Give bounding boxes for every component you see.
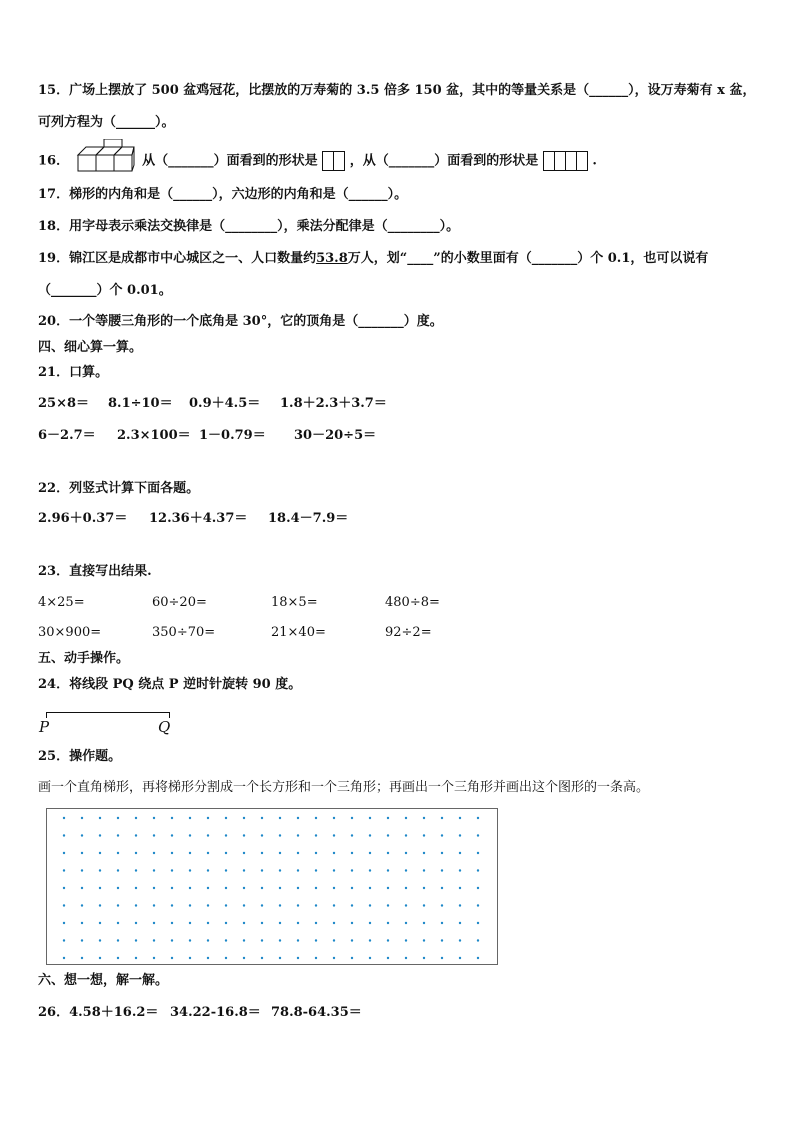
grid-dot [477,904,479,906]
q19-line1 [38,250,708,268]
grid-dot [405,852,407,854]
grid-dot [387,904,389,906]
grid-dot [477,887,479,889]
grid-dot [477,939,479,941]
q17: 17．梯形的内角和是（______），六边形的内角和是（______）。 [38,187,408,202]
grid-dot [207,957,209,959]
q23-item: 92÷2= [385,625,432,640]
grid-dot [279,887,281,889]
grid-dot [99,887,101,889]
q23-item: 4×25= [38,595,85,610]
q25-title: 25．操作题。 [38,749,122,764]
grid-dot [351,834,353,836]
q24-title: 24．将线段 PQ 绕点 P 逆时针旋转 90 度。 [38,677,302,692]
view-shape-four-squares [543,151,588,171]
q23-title: 23．直接写出结果. [38,564,152,579]
grid-dot [333,887,335,889]
grid-dot [63,817,65,819]
grid-dot [153,904,155,906]
grid-dot [81,957,83,959]
grid-dot [315,957,317,959]
grid-dot [207,852,209,854]
section-6-heading: 六、想一想，解一解。 [38,973,169,988]
grid-dot [99,904,101,906]
q16-end: . [592,153,597,169]
q23-item: 18×5= [271,595,318,610]
grid-dot [441,957,443,959]
grid-dot [81,922,83,924]
grid-dot [99,869,101,871]
grid-dot [171,887,173,889]
grid-dot [333,922,335,924]
grid-dot [207,887,209,889]
grid-dot [477,817,479,819]
grid-dot [279,817,281,819]
grid-dot [477,834,479,836]
grid-dot [81,904,83,906]
q23-item: 21×40= [271,625,326,640]
grid-dot [459,817,461,819]
grid-dot [117,904,119,906]
grid-dot [369,904,371,906]
grid-dot [351,904,353,906]
grid-dot [477,957,479,959]
grid-dot [387,817,389,819]
grid-dot [333,957,335,959]
grid-dot [441,852,443,854]
grid-dot [171,834,173,836]
q16-number: 16． [38,153,70,169]
grid-dot [279,904,281,906]
grid-dot [171,852,173,854]
grid-dot [225,852,227,854]
grid-dot [333,904,335,906]
grid-dot [225,939,227,941]
grid-dot [279,852,281,854]
grid-dot [423,904,425,906]
grid-dot [261,957,263,959]
grid-dot [441,887,443,889]
q22-item: 12.36＋4.37＝ [149,511,248,526]
grid-dot [99,834,101,836]
grid-dot [63,887,65,889]
grid-dot [153,957,155,959]
grid-dot [441,817,443,819]
q23-item: 30×900= [38,625,102,640]
q21-item: 0.9＋4.5＝ [189,396,261,411]
grid-dot [243,957,245,959]
grid-dot [261,904,263,906]
grid-dot [459,922,461,924]
grid-dot [189,869,191,871]
grid-dot [153,922,155,924]
grid-dot [279,939,281,941]
grid-dot [441,939,443,941]
grid-dot [189,817,191,819]
grid-dot [135,817,137,819]
cube-stack-figure [76,139,136,173]
grid-dot [189,852,191,854]
grid-dot [333,939,335,941]
grid-dot [297,904,299,906]
grid-dot [333,869,335,871]
q23-item: 350÷70= [152,625,216,640]
point-q-label: Q [158,718,171,736]
grid-dot [225,957,227,959]
grid-dot [135,939,137,941]
grid-dot [207,834,209,836]
view-shape-two-squares [322,151,345,171]
q21-item: 1.8＋2.3＋3.7＝ [280,396,387,411]
grid-dot [351,887,353,889]
grid-dot [333,852,335,854]
grid-dot [369,887,371,889]
grid-dot [117,852,119,854]
grid-dot [405,904,407,906]
grid-dot [387,957,389,959]
grid-dot [441,922,443,924]
grid-dot [243,922,245,924]
grid-dot [189,904,191,906]
grid-dot [351,852,353,854]
grid-dot [99,852,101,854]
grid-dot [423,887,425,889]
q19-line2: （_______）个 0.01。 [38,283,172,298]
grid-dot [225,869,227,871]
grid-dot [279,922,281,924]
grid-dot [387,834,389,836]
grid-dot [153,817,155,819]
grid-dot [459,834,461,836]
grid-dot [63,834,65,836]
grid-dot [225,817,227,819]
grid-dot [117,817,119,819]
grid-dot [225,922,227,924]
grid-dot [297,834,299,836]
grid-dot [243,852,245,854]
grid-dot [279,869,281,871]
grid-dot [315,939,317,941]
grid-dot [81,887,83,889]
grid-dot [297,887,299,889]
grid-dot [99,817,101,819]
grid-dot [153,834,155,836]
grid-dot [423,939,425,941]
grid-dot [171,869,173,871]
q21-item: 30－20÷5＝ [294,428,377,443]
grid-dot [243,817,245,819]
grid-dot [81,834,83,836]
grid-dot [441,834,443,836]
grid-dot [297,957,299,959]
grid-dot [297,817,299,819]
grid-dot [81,869,83,871]
grid-dot [63,904,65,906]
segment-pq [46,712,170,713]
grid-dot [207,922,209,924]
grid-dot [117,834,119,836]
grid-dot [351,817,353,819]
grid-dot [297,939,299,941]
q15-line1: 15．广场上摆放了 500 盆鸡冠花，比摆放的万寿菊的 3.5 倍多 150 盆，其中的等量关系是（______），设万寿菊有 x 盆， [38,83,756,98]
grid-dot [261,817,263,819]
grid-dot [261,869,263,871]
grid-dot [63,957,65,959]
grid-dot [459,957,461,959]
grid-dot [243,869,245,871]
grid-dot [261,834,263,836]
grid-dot [369,922,371,924]
grid-dot [99,957,101,959]
grid-dot [315,852,317,854]
q19-pre: 19．锦江区是成都市中心城区之一、人口数量约 [38,251,317,266]
grid-dot [99,922,101,924]
grid-dot [135,834,137,836]
grid-dot [423,852,425,854]
grid-dot [459,887,461,889]
grid-dot [261,887,263,889]
grid-dot [315,887,317,889]
grid-dot [423,869,425,871]
grid-dot [207,939,209,941]
grid-dot [441,904,443,906]
grid-dot [171,939,173,941]
q16-text-a: 从（_______）面看到的形状是 [142,153,318,169]
q21-item: 1－0.79＝ [199,428,266,443]
q23-item: 60÷20= [152,595,207,610]
grid-dot [117,957,119,959]
grid-dot [387,887,389,889]
grid-dot [333,834,335,836]
grid-dot [315,922,317,924]
grid-dot [225,887,227,889]
grid-dot [369,817,371,819]
grid-dot [81,817,83,819]
grid-dot [153,852,155,854]
dot-grid [47,809,497,964]
grid-dot [225,834,227,836]
section-4-heading: 四、细心算一算。 [38,340,143,355]
grid-dot [135,887,137,889]
q21-item: 25×8＝ [38,396,90,411]
q26-item: 78.8-64.35＝ [271,1005,362,1020]
q19-post: 万人，划“____”的小数里面有（_______）个 0.1，也可以说有 [347,251,709,266]
q22-item: 18.4－7.9＝ [268,511,349,526]
grid-dot [189,939,191,941]
grid-dot [477,869,479,871]
grid-dot [297,852,299,854]
grid-dot [297,869,299,871]
q22-item: 2.96＋0.37＝ [38,511,128,526]
point-p-label: P [39,718,50,736]
grid-dot [405,887,407,889]
q21-title: 21．口算。 [38,365,109,380]
grid-dot [423,834,425,836]
grid-dot [153,887,155,889]
q26-item: 34.22-16.8＝ [170,1005,261,1020]
grid-dot [117,887,119,889]
grid-dot [171,957,173,959]
grid-dot [63,869,65,871]
grid-dot [171,922,173,924]
grid-dot [369,834,371,836]
grid-dot [153,869,155,871]
grid-dot [117,922,119,924]
q22-title: 22．列竖式计算下面各题。 [38,481,200,496]
grid-dot [405,869,407,871]
q16-line [38,149,597,173]
grid-dot [477,852,479,854]
grid-dot [351,939,353,941]
q23-item: 480÷8= [385,595,440,610]
grid-dot [63,939,65,941]
grid-dot [171,904,173,906]
grid-dot [279,834,281,836]
grid-dot [117,939,119,941]
grid-dot [441,869,443,871]
grid-dot [351,957,353,959]
section-5-heading: 五、动手操作。 [38,651,130,666]
q21-item: 6－2.7＝ [38,428,96,443]
grid-dot [459,852,461,854]
grid-dot [243,939,245,941]
grid-dot [153,939,155,941]
grid-dot [387,852,389,854]
grid-dot [261,922,263,924]
q26-item: 26．4.58＋16.2＝ [38,1005,159,1020]
grid-dot [189,922,191,924]
grid-dot [459,939,461,941]
grid-dot [351,869,353,871]
grid-dot [315,904,317,906]
grid-dot [351,922,353,924]
grid-dot [171,817,173,819]
grid-dot [99,939,101,941]
grid-dot [81,852,83,854]
grid-dot [405,834,407,836]
grid-dot [135,922,137,924]
grid-dot [63,852,65,854]
grid-dot [369,852,371,854]
grid-dot [189,887,191,889]
grid-dot [315,834,317,836]
grid-dot [243,834,245,836]
grid-dot [387,939,389,941]
q15-line2: 可列方程为（______）。 [38,115,175,130]
q16-text-b: ，从（_______）面看到的形状是 [349,153,539,169]
q20: 20．一个等腰三角形的一个底角是 30°，它的顶角是（_______）度。 [38,314,443,329]
grid-dot [207,869,209,871]
grid-dot [279,957,281,959]
grid-dot [243,887,245,889]
q21-item: 2.3×100＝ [117,428,191,443]
grid-dot [459,869,461,871]
grid-dot [63,922,65,924]
grid-dot [405,939,407,941]
grid-dot [477,922,479,924]
grid-dot [81,939,83,941]
grid-dot [315,817,317,819]
grid-dot [297,922,299,924]
grid-dot [117,869,119,871]
grid-dot [369,957,371,959]
grid-dot [369,869,371,871]
q19-underlined-number: 53.8 [316,251,348,266]
grid-dot [189,957,191,959]
grid-dot [135,869,137,871]
q25-description: 画一个直角梯形，再将梯形分割成一个长方形和一个三角形；再画出一个三角形并画出这个图形的一条高。 [38,780,650,795]
grid-dot [405,817,407,819]
grid-dot [387,869,389,871]
q21-item: 8.1÷10＝ [108,396,173,411]
grid-dot [189,834,191,836]
dot-grid-panel[interactable] [46,808,498,965]
grid-dot [135,852,137,854]
grid-dot [369,939,371,941]
grid-dot [207,904,209,906]
grid-dot [135,957,137,959]
grid-dot [243,904,245,906]
grid-dot [261,852,263,854]
grid-dot [387,922,389,924]
grid-dot [405,922,407,924]
grid-dot [333,817,335,819]
grid-dot [315,869,317,871]
grid-dot [459,904,461,906]
grid-dot [423,817,425,819]
grid-dot [261,939,263,941]
grid-dot [405,957,407,959]
grid-dot [423,922,425,924]
grid-dot [207,817,209,819]
q18: 18．用字母表示乘法交换律是（________），乘法分配律是（________）。 [38,219,460,234]
grid-dot [135,904,137,906]
grid-dot [225,904,227,906]
grid-dot [423,957,425,959]
